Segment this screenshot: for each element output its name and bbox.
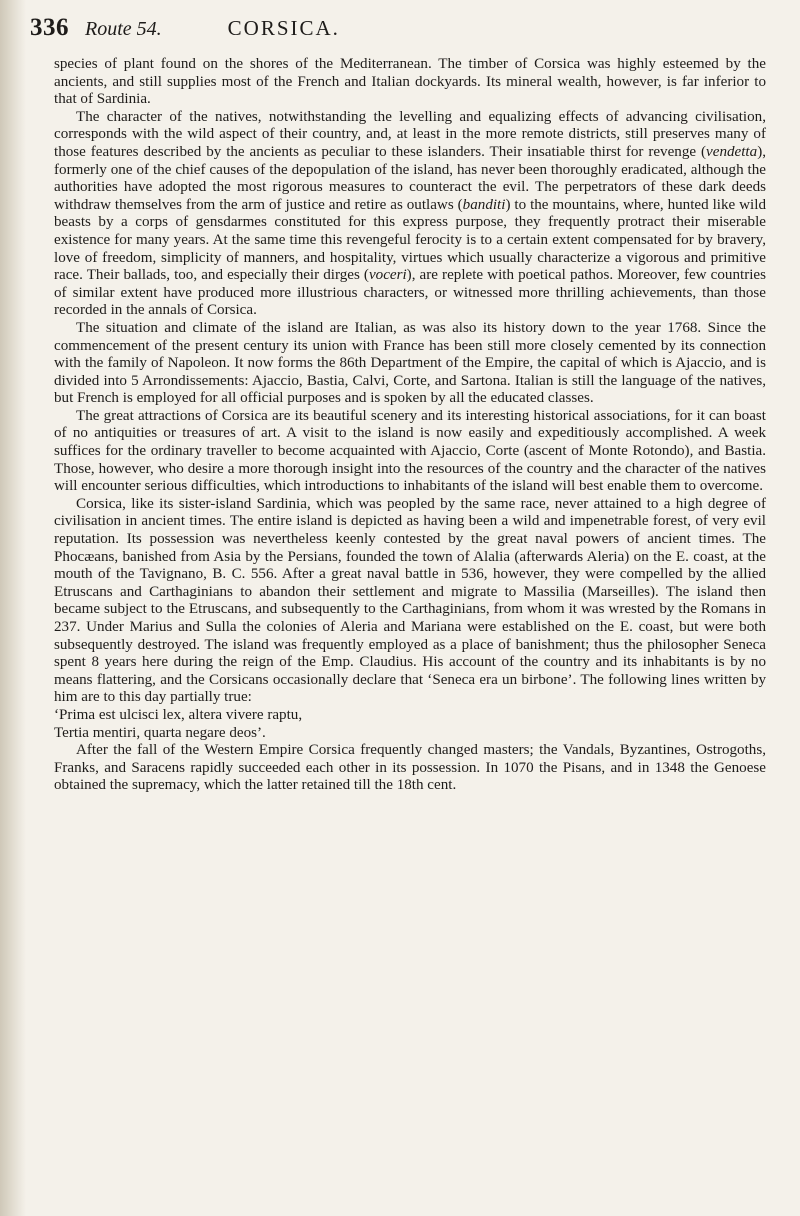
latin-quote xyxy=(54,707,766,742)
body-text xyxy=(54,56,766,795)
route-label: Route 54. xyxy=(85,18,162,40)
paragraph-closing: After the fall of the Western Empire Corsica frequently changed masters; the Vandals, Byzantines, Ostrogoths, Franks, and Saracens rapidly succeeded each other in its possession. In 1070 the Pisans, and in 1348 the Genoese obtained the supremacy, which the latter retained till the 18th cent. xyxy=(54,742,766,794)
page-spine-shadow xyxy=(0,0,26,1216)
paragraph: The character of the natives, notwithstanding the levelling and equalizing effects of advancing civilisation, corresponds with the wild aspect of their country, and, at least in the more remote districts, still preserves many of those features described by the ancients as peculiar to these islanders. Their insatiable thirst for revenge (vendetta), formerly one of the chief causes of the depopulation of the island, has never been thoroughly eradicated, although the authorities have adopted the most rigorous measures to counteract the evil. The perpetrators of these dark deeds withdraw themselves from the arm of justice and retire as outlaws (banditi) to the mountains, where, hunted like wild beasts by a corps of gensdarmes constituted for this express purpose, they frequently protract their miserable existence for many years. At the same time this revengeful ferocity is to a certain extent compensated for by bravery, love of freedom, simplicity of manners, and hospitality, virtues which usually characterize a vigorous and primitive race. Their ballads, too, and especially their dirges (voceri), are replete with poetical pathos. Moreover, few countries of similar extent have produced more illustrious characters, or witnessed more thrilling achievements, than those recorded in the annals of Corsica. xyxy=(54,108,766,319)
paragraph: The great attractions of Corsica are its beautiful scenery and its interesting historical associations, for it can boast of no antiquities or treasures of art. A visit to the island is now easily and expeditiously accomplished. A week suffices for the ordinary traveller to become acquainted with Ajaccio, Corte (ascent of Monte Rotondo), and Bastia. Those, however, who desire a more thorough insight into the resources of the country and the character of the natives will encounter serious difficulties, which introductions to inhabitants of the island will best enable them to overcome. xyxy=(54,407,766,495)
italic-term: voceri xyxy=(368,267,407,284)
paragraph: species of plant found on the shores of the Mediterranean. The timber of Corsica was highly esteemed by the ancients, and still supplies most of the French and Italian dockyards. Its mineral wealth, however, is far inferior to that of Sardinia. xyxy=(54,56,766,108)
italic-term: banditi xyxy=(462,196,506,213)
italic-term: vendetta xyxy=(706,143,758,160)
page-header xyxy=(30,14,770,48)
page-number: 336 xyxy=(30,14,69,41)
paragraph: The situation and climate of the island are Italian, as was also its history down to the year 1768. Since the commencement of the present century its union with France has been still more closely cemented by its connection with the family of Napoleon. It now forms the 86th Department of the Empire, the capital of which is Ajaccio, and is divided into 5 Arrondissements: Ajaccio, Bastia, Calvi, Corte, and Sartona. Italian is still the language of the natives, but French is employed for all official purposes and is spoken by all the educated classes. xyxy=(54,319,766,407)
running-title: CORSICA. xyxy=(227,16,340,40)
quote-line: Tertia mentiri, quarta negare deos’. xyxy=(54,724,266,741)
paragraph: Corsica, like its sister-island Sardinia, which was peopled by the same race, never attained to a high degree of civilisation in ancient times. The entire island is depicted as having been a wild and impenetrable forest, of very evil reputation. Its possession was nevertheless keenly contested by the great naval powers of ancient times. The Phocæans, banished from Asia by the Persians, founded the town of Alalia (afterwards Aleria) on the E. coast, at the mouth of the Tavignano, B. C. 556. After a great naval battle in 536, however, they were compelled by the allied Etruscans and Carthaginians to abandon their settlement and migrate to Massilia (Marseilles). The island then became subject to the Etruscans, and subsequently to the Carthaginians, from whom it was wrested by the Romans in 237. Under Marius and Sulla the colonies of Aleria and Mariana were established on the E. coast, but were both subsequently destroyed. The island was frequently employed as a place of banishment; thus the philosopher Seneca spent 8 years here during the reign of the Emp. Claudius. His account of the country and its inhabitants is by no means flattering, and the Corsicans occasionally declare that ‘Seneca era un birbone’. The following lines written by him are to this day partially true: xyxy=(54,495,766,706)
quote-line: ‘Prima est ulcisci lex, altera vivere raptu, xyxy=(54,706,303,723)
